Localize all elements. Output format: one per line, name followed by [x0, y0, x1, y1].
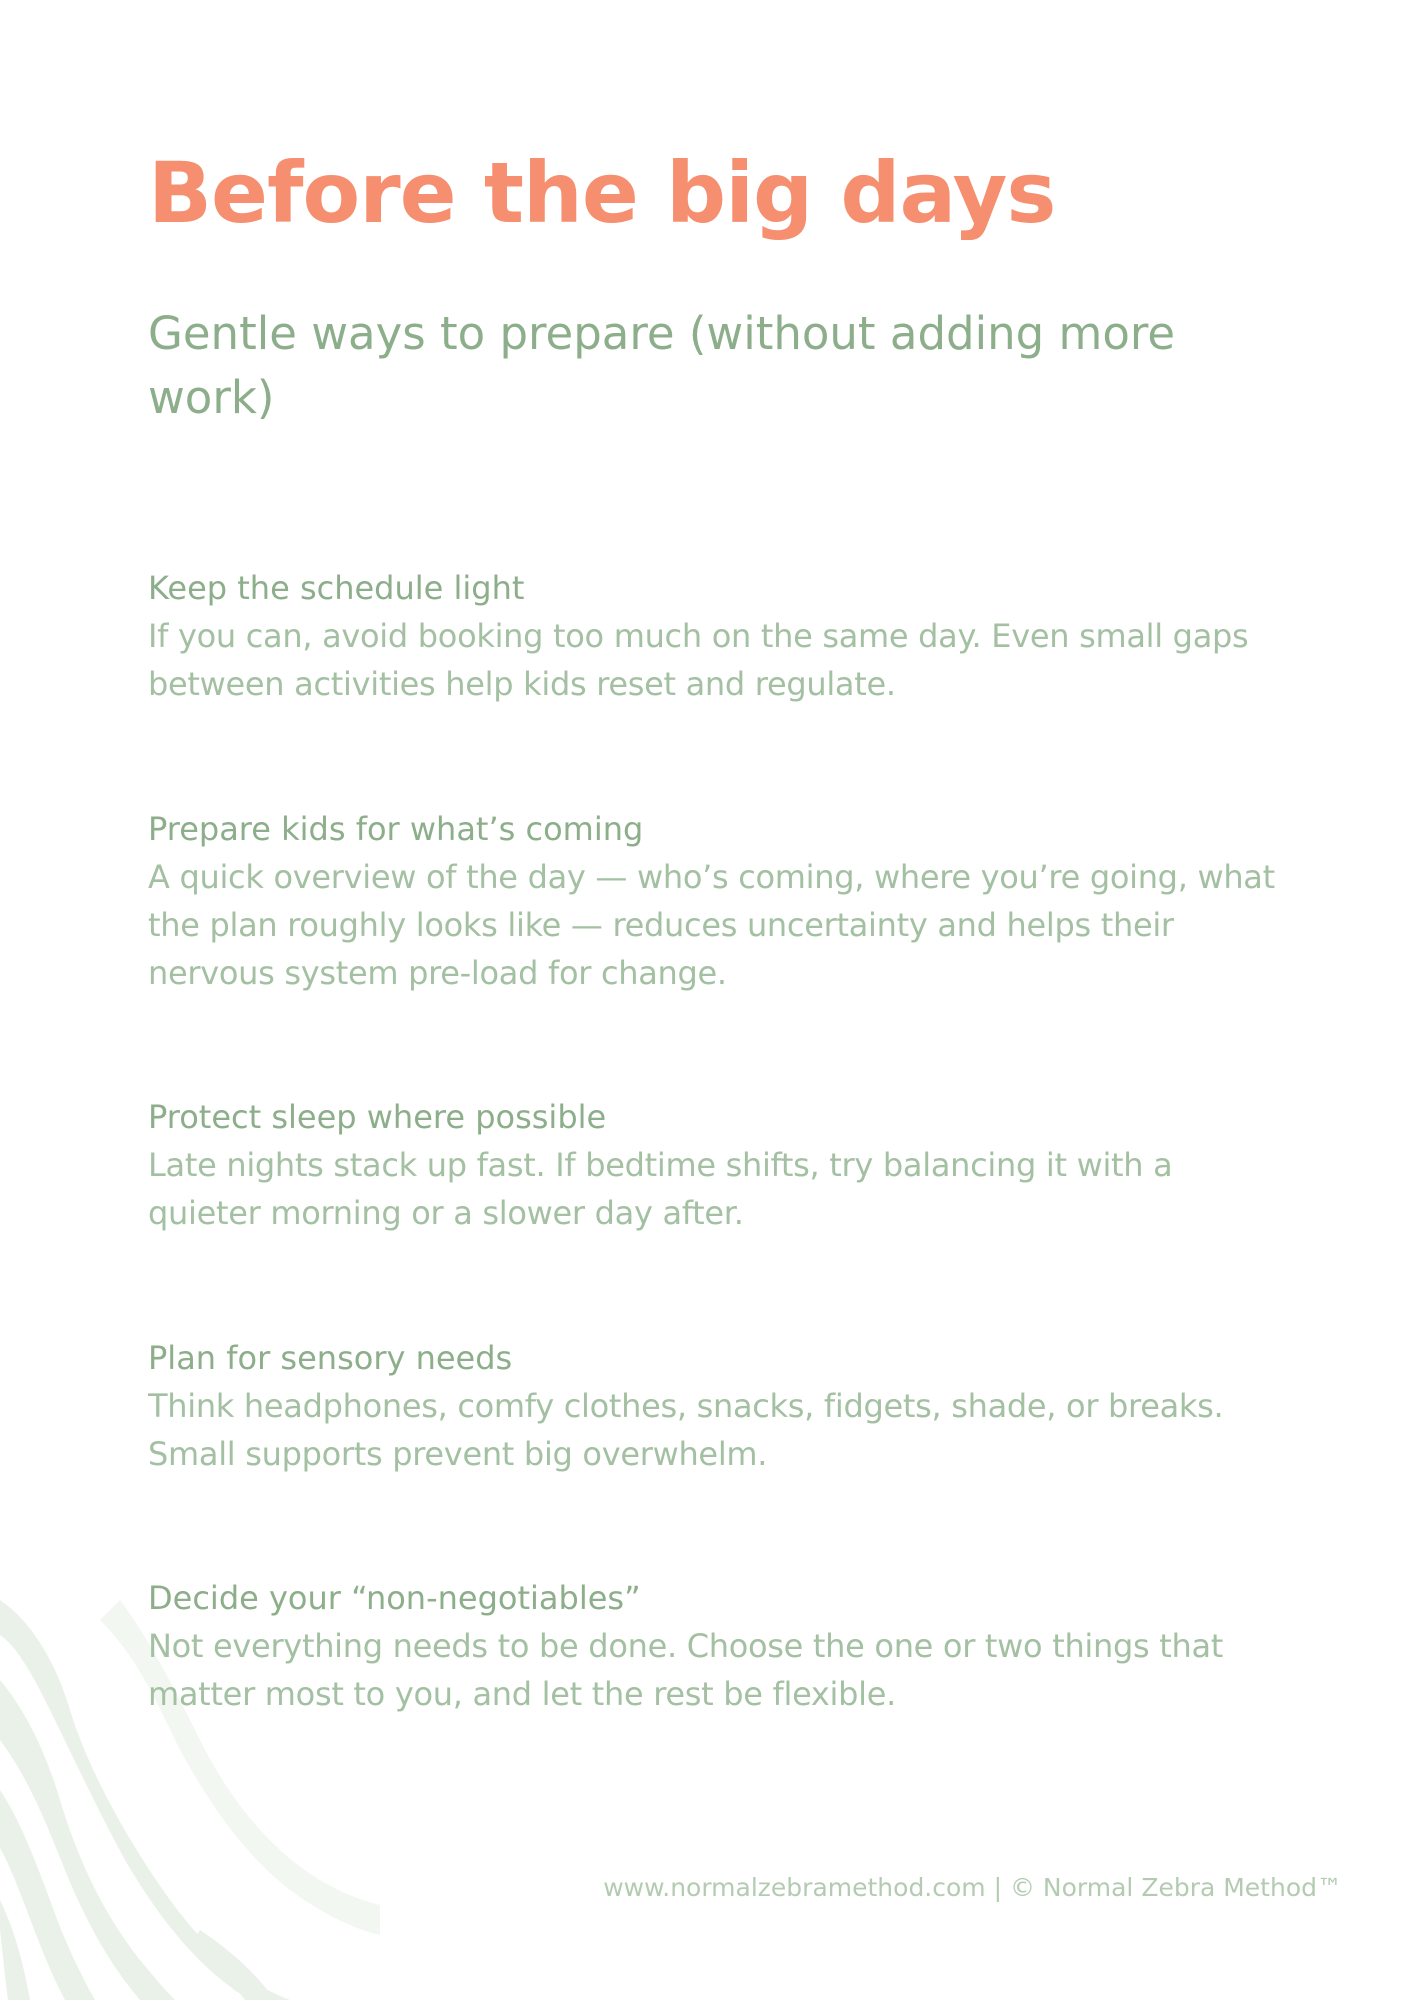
- tip-body: Late nights stack up fast. If bedtime shifts, try balancing it with a quieter morning or a slower day after.: [148, 1146, 1173, 1232]
- tip-body: If you can, avoid booking too much on the same day. Even small gaps between activities help kids reset and regulate.: [148, 617, 1249, 703]
- page-title: Before the big days: [148, 144, 1056, 242]
- tip-section: [148, 1574, 1288, 1718]
- tip-body: Not everything needs to be done. Choose the one or two things that matter most to you, and let the rest be flexible.: [148, 1627, 1224, 1713]
- tip-heading: Keep the schedule light: [148, 569, 525, 607]
- tip-heading: Protect sleep where possible: [148, 1098, 607, 1136]
- tip-body: A quick overview of the day — who’s coming, where you’re going, what the plan roughly looks like — reduces uncertainty and helps their nervous system pre-load for change.: [148, 858, 1275, 992]
- tip-section: [148, 805, 1288, 997]
- page-subtitle: Gentle ways to prepare (without adding more work): [148, 307, 1176, 424]
- tip-heading: Decide your “non-negotiables”: [148, 1579, 641, 1617]
- tip-section: [148, 1334, 1288, 1478]
- tip-section: [148, 564, 1288, 708]
- tip-section: [148, 1093, 1288, 1237]
- tip-body: Think headphones, comfy clothes, snacks, fidgets, shade, or breaks. Small supports prevent big overwhelm.: [148, 1387, 1224, 1473]
- tip-heading: Plan for sensory needs: [148, 1339, 513, 1377]
- footer-credit: www.normalzebramethod.com | © Normal Zebra Method™: [603, 1873, 1342, 1902]
- tip-heading: Prepare kids for what’s coming: [148, 810, 644, 848]
